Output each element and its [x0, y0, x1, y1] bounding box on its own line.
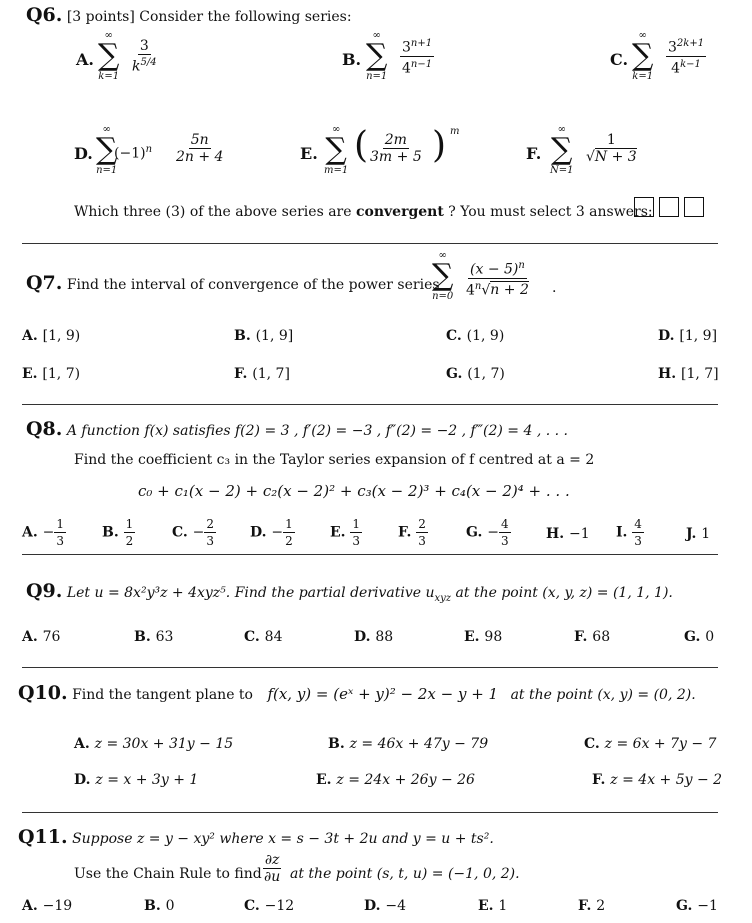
q6-e-num: 2m: [384, 132, 407, 148]
numerator: 1: [352, 517, 361, 531]
fraction: [124, 516, 136, 549]
q6-e-sum: [324, 124, 348, 176]
q10-option-text: z = 4x + 5y − 2: [610, 772, 723, 788]
q11-option-label: D.: [364, 898, 386, 914]
denominator: 3: [418, 534, 426, 548]
q7-sum: [432, 250, 453, 302]
q6-d-body-exp: n: [145, 144, 153, 155]
q9-option-text: 0: [705, 629, 715, 645]
q11-option-b[interactable]: [144, 898, 175, 914]
q10-option-label: E.: [316, 772, 337, 788]
q7-sup: ∞: [438, 250, 447, 261]
q8-option-b[interactable]: [102, 516, 135, 549]
q9-number: Q9.: [26, 580, 63, 602]
q6-f-frac: [584, 132, 639, 165]
q7-option-text: [1, 7]: [680, 366, 719, 382]
sigma-icon: ∑: [325, 132, 347, 167]
q7-option-text: [1, 7): [42, 366, 81, 382]
q6-number: Q6.: [26, 4, 63, 26]
q10-option-label: B.: [328, 736, 350, 752]
q7-number: Q7.: [26, 272, 63, 294]
q9-option-text: 76: [42, 629, 61, 645]
q9-option-text: 63: [155, 629, 174, 645]
q9-option-text: 88: [375, 629, 394, 645]
q8-option-label: C.: [172, 524, 193, 541]
right-paren-icon: ): [432, 125, 447, 166]
q11-option-text: 0: [165, 898, 175, 914]
q10-option-a[interactable]: [74, 736, 233, 752]
q7-option-text: (1, 7]: [252, 366, 290, 382]
denominator: 3: [634, 534, 642, 548]
q10-option-e[interactable]: [316, 772, 475, 788]
q11-option-text: −12: [264, 898, 295, 914]
q7-option-label: C.: [446, 328, 467, 344]
fraction: [204, 516, 216, 549]
q8-option-c[interactable]: [172, 516, 216, 549]
q8-option-label: I.: [616, 524, 633, 541]
q6-c-label: C.: [610, 50, 629, 69]
q6-b-num: 3: [402, 39, 411, 56]
q7-den-a: 4: [466, 282, 475, 299]
q6-question-pre: Which three (3) of the above series are: [74, 204, 356, 220]
q9-option-label: D.: [354, 629, 376, 645]
q10-number: Q10.: [18, 682, 68, 704]
q6-e-frac: [368, 132, 424, 165]
q11-dz: ∂z: [264, 852, 280, 868]
q8-option-text: −1: [568, 526, 590, 542]
numerator: 4: [500, 517, 509, 531]
divider: [22, 243, 718, 244]
q6-c-sub: k=1: [632, 71, 654, 82]
q9-option-label: E.: [464, 629, 485, 645]
q9-option-text: 68: [592, 629, 611, 645]
q6-answer-box-2[interactable]: [659, 197, 679, 217]
q7-option-label: H.: [658, 366, 681, 382]
q11-option-text: 1: [498, 898, 508, 914]
sigma-icon: ∑: [432, 258, 454, 293]
q8-option-label: A.: [22, 524, 43, 541]
q9-option-d[interactable]: [354, 629, 393, 645]
q6-b-sum: [366, 30, 387, 82]
q6-a-sum: [98, 30, 119, 82]
q8-header: [26, 418, 568, 440]
q6-a-sub: k=1: [98, 71, 120, 82]
q6-question: [74, 204, 653, 220]
q6-c-num: 3: [668, 39, 677, 56]
q11-header: [18, 826, 494, 848]
q11-option-label: G.: [676, 898, 698, 914]
q11-option-text: −19: [42, 898, 73, 914]
denominator: 2: [125, 534, 134, 548]
q10-option-text: z = x + 3y + 1: [95, 772, 199, 788]
q11-option-label: F.: [578, 898, 597, 914]
q7-sub: n=0: [432, 291, 454, 302]
q10-option-text: z = 30x + 31y − 15: [94, 736, 234, 752]
q11-derivative: [262, 852, 282, 885]
q7-option-b[interactable]: [234, 328, 293, 344]
q6-d-body: (−1): [114, 145, 146, 162]
numerator: 2: [206, 517, 215, 531]
sigma-icon: ∑: [366, 38, 388, 73]
q6-c-sum: [632, 30, 653, 82]
q11-option-f[interactable]: [578, 898, 605, 914]
q6-a-frac: [130, 38, 159, 75]
q6-a-den-exp: 5/4: [140, 57, 157, 68]
q6-a-sup: ∞: [104, 30, 113, 41]
q11-option-label: E.: [478, 898, 499, 914]
q8-option-f[interactable]: [398, 516, 428, 549]
numerator: 1: [125, 517, 134, 531]
q8-option-a[interactable]: [22, 516, 66, 549]
q6-header: [26, 4, 352, 26]
q11-option-a[interactable]: [22, 898, 72, 914]
q8-option-label: B.: [102, 524, 124, 541]
q11-option-text: −4: [385, 898, 407, 914]
q7-option-label: D.: [658, 328, 680, 344]
q9-header: [26, 580, 673, 604]
sign: −: [487, 524, 499, 541]
q6-e-sup: ∞: [331, 124, 341, 135]
q6-f-sup: ∞: [557, 124, 566, 135]
q9-prompt: Let u = 8x²y³z + 4xyz⁵. Find the partial derivative u: [66, 585, 435, 601]
left-paren-icon: (: [354, 125, 369, 166]
q6-d-label: D.: [74, 144, 93, 163]
numerator: 2: [418, 517, 426, 531]
divider: [22, 667, 718, 668]
numerator: 1: [56, 517, 64, 531]
q8-line2: Find the coefficient c₃ in the Taylor series expansion of f centred at a = 2: [74, 452, 595, 468]
q7-option-c[interactable]: [446, 328, 504, 344]
fraction: [499, 516, 511, 549]
q7-option-label: F.: [234, 366, 253, 382]
q7-option-text: [1, 9]: [679, 328, 718, 344]
q8-option-label: G.: [466, 524, 488, 541]
sigma-icon: ∑: [96, 132, 118, 167]
q9-option-label: C.: [244, 629, 265, 645]
q7-option-f[interactable]: [234, 366, 290, 382]
fraction: [416, 516, 428, 549]
q7-option-label: A.: [22, 328, 43, 344]
q10-option-f[interactable]: [592, 772, 722, 788]
q7-option-text: (1, 7): [467, 366, 505, 382]
q6-question-post: ? You must select 3 answers:: [443, 204, 653, 220]
q11-du: ∂u: [264, 869, 281, 885]
denominator: 3: [56, 534, 64, 548]
q6-e-exp: m: [450, 126, 460, 137]
q9-option-a[interactable]: [22, 629, 60, 645]
q7-option-e[interactable]: [22, 366, 80, 382]
q10-header: [18, 682, 696, 704]
q7-option-g[interactable]: [446, 366, 505, 382]
q11-number: Q11.: [18, 826, 68, 848]
q6-d-sup: ∞: [102, 124, 111, 135]
q6-f-den: N + 3: [594, 149, 637, 165]
period: .: [552, 280, 557, 296]
q6-b-label: B.: [342, 50, 362, 69]
q6-b-den: 4: [402, 60, 411, 77]
q6-points: [3 points]: [66, 9, 135, 25]
q8-option-label: J.: [686, 526, 702, 542]
q10-option-label: C.: [584, 736, 605, 752]
q7-option-label: B.: [234, 328, 256, 344]
q7-den-exp: n: [474, 280, 482, 292]
q6-b-sub: n=1: [366, 71, 388, 82]
q10-function: f(x, y) = (eˣ + y)² − 2x − y + 1: [267, 685, 499, 703]
q9-subscript: xyz: [434, 592, 452, 604]
q6-c-den-exp: k−1: [680, 58, 701, 70]
q9-option-label: A.: [22, 629, 43, 645]
q11-option-g[interactable]: [676, 898, 718, 914]
sign: −: [42, 524, 55, 541]
q10-option-text: z = 46x + 47y − 79: [349, 736, 489, 752]
q6-a-label: A.: [76, 50, 94, 69]
q11-line2-pre: Use the Chain Rule to find: [74, 866, 262, 882]
q7-option-text: (1, 9): [466, 328, 505, 344]
q6-f-sum: [550, 124, 574, 176]
q7-option-d[interactable]: [658, 328, 717, 344]
q10-option-d[interactable]: [74, 772, 198, 788]
q6-d-frac: [174, 132, 225, 165]
q6-a-den: k: [132, 58, 141, 75]
denominator: 3: [500, 534, 509, 548]
q7-num: (x − 5): [470, 261, 519, 278]
q10-option-text: z = 24x + 26y − 26: [336, 772, 475, 788]
q8-option-i[interactable]: [616, 516, 644, 549]
q11-option-label: A.: [22, 898, 43, 914]
q6-b-num-exp: n+1: [410, 38, 433, 49]
sign: −: [271, 524, 284, 541]
q10-option-c[interactable]: [584, 736, 716, 752]
q8-option-label: F.: [398, 524, 417, 541]
divider: [22, 404, 718, 405]
sigma-icon: ∑: [632, 38, 654, 73]
q9-option-b[interactable]: [134, 629, 173, 645]
sigma-icon: ∑: [551, 132, 573, 167]
q7-option-h[interactable]: [658, 366, 719, 382]
q11-option-d[interactable]: [364, 898, 406, 914]
sqrt-icon: √: [481, 282, 491, 299]
q9-option-g[interactable]: [684, 629, 714, 645]
q9-option-text: 98: [484, 629, 503, 645]
q10-point: at the point (x, y) = (0, 2).: [510, 687, 696, 703]
q6-d-sub: n=1: [96, 165, 118, 176]
q7-option-label: G.: [446, 366, 468, 382]
q6-c-den: 4: [671, 60, 681, 77]
q6-question-bold: convergent: [355, 204, 444, 220]
fraction: [54, 516, 66, 549]
q8-option-g[interactable]: [466, 516, 511, 549]
q11-option-text: 2: [596, 898, 606, 914]
sign: −: [192, 524, 205, 541]
q7-option-label: E.: [22, 366, 43, 382]
q8-option-label: D.: [250, 524, 272, 541]
q6-b-den-exp: n−1: [410, 58, 433, 70]
q11-option-e[interactable]: [478, 898, 507, 914]
q10-option-label: A.: [74, 736, 95, 752]
q6-c-frac: [666, 36, 706, 76]
q6-e-sub: m=1: [324, 165, 349, 176]
denominator: 3: [206, 534, 215, 548]
q9-prompt-post: at the point (x, y, z) = (1, 1, 1).: [451, 585, 673, 601]
fraction: [350, 516, 362, 549]
q8-option-d[interactable]: [250, 516, 295, 549]
q10-prompt: Find the tangent plane to: [72, 687, 253, 703]
q11-option-label: C.: [244, 898, 265, 914]
q6-e-label: E.: [300, 144, 318, 163]
q9-option-label: G.: [684, 629, 706, 645]
divider: [22, 554, 718, 555]
q8-option-h[interactable]: [546, 526, 590, 542]
q7-den-b: n + 2: [490, 282, 529, 299]
q8-prompt: A function f(x) satisfies f(2) = 3 , f′(2) = −3 , f″(2) = −2 , f‴(2) = 4 , . . .: [66, 423, 568, 439]
q11-prompt: Suppose z = y − xy² where x = s − 3t + 2u and y = u + ts².: [72, 831, 494, 847]
q7-option-text: (1, 9]: [255, 328, 294, 344]
fraction: [632, 516, 644, 549]
q11-option-label: B.: [144, 898, 166, 914]
q9-option-text: 84: [264, 629, 283, 645]
denominator: 3: [352, 534, 361, 548]
q6-f-sub: N=1: [550, 165, 574, 176]
q6-f-num: 1: [606, 132, 616, 148]
q8-option-text: 1: [701, 526, 711, 542]
q7-num-exp: n: [518, 260, 525, 271]
q6-d-sign: [114, 144, 152, 162]
q10-option-label: D.: [74, 772, 96, 788]
q6-d-num: 5n: [190, 132, 209, 148]
fraction: [283, 516, 295, 549]
q7-option-a[interactable]: [22, 328, 80, 344]
q8-option-e[interactable]: [330, 516, 362, 549]
q10-option-label: F.: [592, 772, 611, 788]
q6-f-label: F.: [526, 144, 542, 163]
q6-b-sup: ∞: [372, 30, 381, 41]
q9-option-e[interactable]: [464, 629, 502, 645]
q9-option-label: B.: [134, 629, 156, 645]
q9-option-label: F.: [574, 629, 593, 645]
q11-option-text: −1: [697, 898, 718, 914]
denominator: 2: [285, 534, 293, 548]
q8-option-label: H.: [546, 526, 569, 542]
q11-option-c[interactable]: [244, 898, 294, 914]
q10-option-b[interactable]: [328, 736, 488, 752]
q6-answer-box-1[interactable]: [634, 197, 654, 217]
divider: [22, 812, 718, 813]
sqrt-icon: √: [586, 149, 595, 165]
q6-c-sup: ∞: [638, 30, 647, 41]
q8-number: Q8.: [26, 418, 63, 440]
q6-a-num: 3: [139, 38, 149, 54]
numerator: 1: [285, 517, 293, 531]
q7-frac: [464, 258, 531, 298]
q6-e-den: 3m + 5: [370, 149, 422, 165]
q8-option-label: E.: [330, 524, 351, 541]
q8-expansion: c₀ + c₁(x − 2) + c₂(x − 2)² + c₃(x − 2)³ + c₄(x − 2)⁴ + . . .: [138, 482, 570, 500]
q6-prompt: Consider the following series:: [139, 9, 352, 25]
q10-option-text: z = 6x + 7y − 7: [604, 736, 717, 752]
q7-prompt: Find the interval of convergence of the power series: [66, 277, 440, 293]
q9-option-f[interactable]: [574, 629, 610, 645]
q6-c-num-exp: 2k+1: [676, 38, 705, 49]
q6-answer-box-3[interactable]: [684, 197, 704, 217]
q6-d-den: 2n + 4: [176, 149, 224, 165]
sigma-icon: ∑: [98, 38, 120, 73]
numerator: 4: [634, 517, 642, 531]
q7-header: [26, 272, 440, 294]
q6-b-frac: [400, 36, 434, 76]
q7-option-text: [1, 9): [42, 328, 81, 344]
q9-option-c[interactable]: [244, 629, 282, 645]
q11-line2-post: at the point (s, t, u) = (−1, 0, 2).: [290, 866, 520, 882]
q8-option-j[interactable]: [686, 526, 710, 542]
